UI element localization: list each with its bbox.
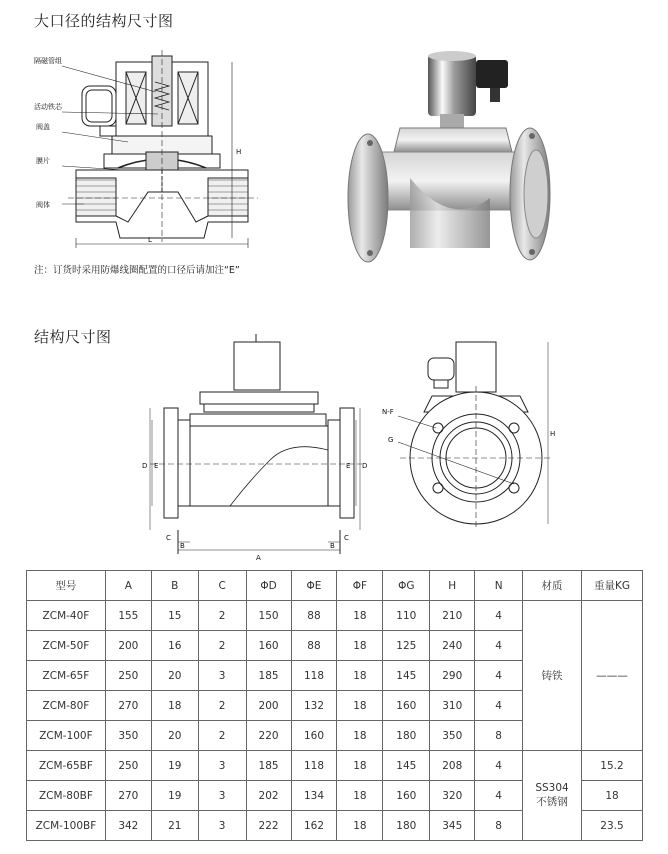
- cell-n: 8: [475, 811, 523, 841]
- header-d: ΦD: [246, 571, 291, 601]
- material-ss-grade: SS304: [535, 782, 569, 794]
- cell-d: 185: [246, 751, 291, 781]
- dim-label-b-left: B: [180, 542, 185, 550]
- cell-model: ZCM-80BF: [27, 781, 106, 811]
- cell-d: 222: [246, 811, 291, 841]
- cell-n: 4: [475, 601, 523, 631]
- cell-e: 160: [291, 721, 337, 751]
- dim-label-d-right: D: [362, 462, 368, 470]
- table-row: [27, 751, 643, 781]
- cell-e: 88: [291, 631, 337, 661]
- cell-e: 118: [291, 751, 337, 781]
- cell-model: ZCM-50F: [27, 631, 106, 661]
- side-view-drawing: [140, 330, 370, 562]
- dim-label-h: H: [550, 430, 556, 438]
- cell-h: 208: [430, 751, 475, 781]
- cell-h: 320: [430, 781, 475, 811]
- spec-table: [26, 570, 643, 841]
- cell-model: ZCM-100BF: [27, 811, 106, 841]
- cell-c: 2: [198, 631, 246, 661]
- cell-g: 180: [383, 721, 430, 751]
- cell-e: 134: [291, 781, 337, 811]
- cell-g: 160: [383, 781, 430, 811]
- dim-label-c-left: C: [166, 534, 171, 542]
- cell-e: 132: [291, 691, 337, 721]
- cell-e: 162: [291, 811, 337, 841]
- table-header-row: [27, 571, 643, 601]
- cell-n: 4: [475, 691, 523, 721]
- part-label-isolation-tube: 隔磁管组: [34, 57, 62, 65]
- cell-f: 18: [337, 661, 383, 691]
- cell-a: 342: [105, 811, 151, 841]
- cell-f: 18: [337, 781, 383, 811]
- cell-c: 3: [198, 781, 246, 811]
- dim-label-nf: N-F: [382, 408, 394, 416]
- header-model: 型号: [27, 571, 106, 601]
- cell-d: 220: [246, 721, 291, 751]
- cell-f: 18: [337, 811, 383, 841]
- cell-weight: 18: [582, 781, 643, 811]
- cell-h: 290: [430, 661, 475, 691]
- cell-model: ZCM-100F: [27, 721, 106, 751]
- cell-f: 18: [337, 691, 383, 721]
- header-f: ΦF: [337, 571, 383, 601]
- cell-a: 270: [105, 691, 151, 721]
- cell-g: 110: [383, 601, 430, 631]
- cell-b: 19: [151, 751, 198, 781]
- cell-a: 155: [105, 601, 151, 631]
- header-e: ΦE: [291, 571, 337, 601]
- dim-label-a: A: [256, 554, 261, 562]
- cell-c: 2: [198, 601, 246, 631]
- header-b: B: [151, 571, 198, 601]
- cell-a: 200: [105, 631, 151, 661]
- header-c: C: [198, 571, 246, 601]
- cell-material-cast-iron: 铸铁: [523, 601, 582, 751]
- cell-d: 150: [246, 601, 291, 631]
- cell-g: 180: [383, 811, 430, 841]
- part-label-plunger: 活动铁芯: [34, 103, 62, 111]
- end-view-drawing: [380, 334, 560, 530]
- cell-g: 145: [383, 661, 430, 691]
- header-n: N: [475, 571, 523, 601]
- cell-a: 250: [105, 661, 151, 691]
- cell-n: 8: [475, 721, 523, 751]
- cell-c: 3: [198, 661, 246, 691]
- cell-h: 310: [430, 691, 475, 721]
- cell-c: 3: [198, 811, 246, 841]
- dim-label-g: G: [388, 436, 394, 444]
- cell-c: 2: [198, 691, 246, 721]
- header-material: 材质: [523, 571, 582, 601]
- cell-model: ZCM-65BF: [27, 751, 106, 781]
- cell-f: 18: [337, 721, 383, 751]
- cell-weight: 15.2: [582, 751, 643, 781]
- cell-b: 18: [151, 691, 198, 721]
- cell-model: ZCM-40F: [27, 601, 106, 631]
- dim-label-h: H: [236, 148, 242, 156]
- cell-n: 4: [475, 631, 523, 661]
- header-weight: 重量KG: [582, 571, 643, 601]
- dim-label-b-right: B: [330, 542, 335, 550]
- cell-b: 15: [151, 601, 198, 631]
- part-label-diaphragm: 膜片: [36, 157, 50, 165]
- cell-f: 18: [337, 751, 383, 781]
- table-row: [27, 601, 643, 631]
- cell-g: 160: [383, 691, 430, 721]
- section-title-dimensions: 结构尺寸图: [34, 328, 112, 346]
- cell-e: 88: [291, 601, 337, 631]
- cell-n: 4: [475, 661, 523, 691]
- part-label-body: 阀体: [36, 201, 50, 209]
- cross-section-drawing: [28, 42, 268, 252]
- cell-weight-cast-iron: ———: [582, 601, 643, 751]
- cell-g: 145: [383, 751, 430, 781]
- cell-material-stainless: [523, 751, 582, 841]
- header-g: ΦG: [383, 571, 430, 601]
- dim-label-e-right: E: [346, 462, 351, 470]
- cell-f: 18: [337, 601, 383, 631]
- cell-a: 350: [105, 721, 151, 751]
- cell-d: 202: [246, 781, 291, 811]
- cell-b: 19: [151, 781, 198, 811]
- cell-h: 350: [430, 721, 475, 751]
- cell-n: 4: [475, 781, 523, 811]
- cell-model: ZCM-80F: [27, 691, 106, 721]
- cell-n: 4: [475, 751, 523, 781]
- header-h: H: [430, 571, 475, 601]
- cell-h: 240: [430, 631, 475, 661]
- cell-e: 118: [291, 661, 337, 691]
- dim-label-c-right: C: [344, 534, 349, 542]
- header-a: A: [105, 571, 151, 601]
- cell-d: 160: [246, 631, 291, 661]
- dim-label-l: L: [148, 236, 152, 244]
- dim-label-d-left: D: [142, 462, 148, 470]
- cell-c: 3: [198, 751, 246, 781]
- cell-f: 18: [337, 631, 383, 661]
- cell-d: 185: [246, 661, 291, 691]
- material-ss-name: 不锈钢: [536, 796, 568, 808]
- cell-d: 200: [246, 691, 291, 721]
- cell-weight: 23.5: [582, 811, 643, 841]
- cell-b: 16: [151, 631, 198, 661]
- cell-h: 345: [430, 811, 475, 841]
- part-label-bonnet: 阀盖: [36, 123, 50, 131]
- cell-a: 250: [105, 751, 151, 781]
- cell-a: 270: [105, 781, 151, 811]
- cell-h: 210: [430, 601, 475, 631]
- cell-b: 21: [151, 811, 198, 841]
- dim-label-e-left: E: [154, 462, 159, 470]
- cell-model: ZCM-65F: [27, 661, 106, 691]
- cell-b: 20: [151, 721, 198, 751]
- section-title-large-bore: 大口径的结构尺寸图: [34, 12, 174, 30]
- cell-b: 20: [151, 661, 198, 691]
- cell-c: 2: [198, 721, 246, 751]
- cell-g: 125: [383, 631, 430, 661]
- product-photo: [340, 48, 556, 270]
- order-note: 注：订货时采用防爆线圈配置的口径后请加注“E”: [34, 265, 240, 276]
